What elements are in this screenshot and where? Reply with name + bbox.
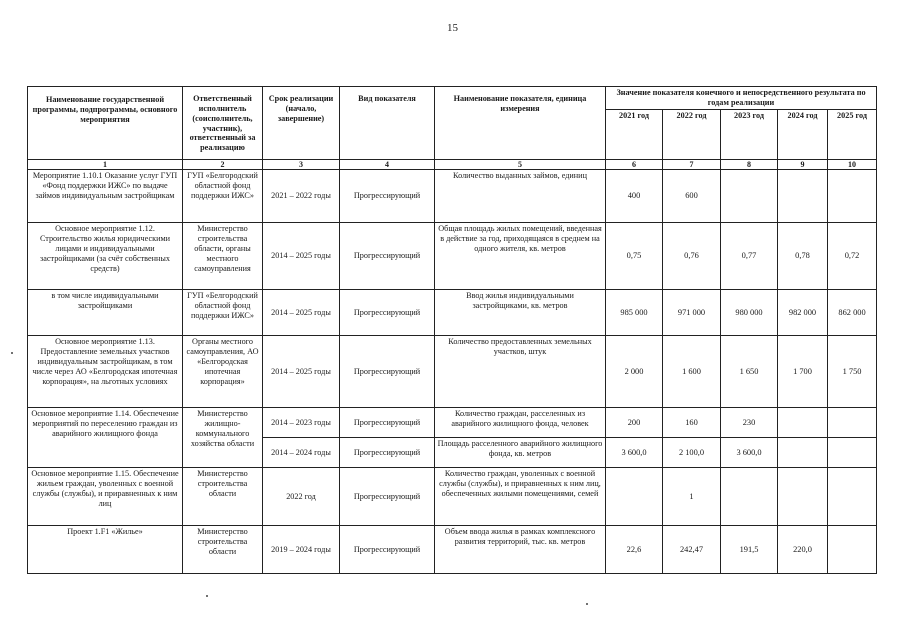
value-2023: 3 600,0 [721, 438, 778, 468]
indicator-cell: Количество граждан, расселенных из аварийного жилищного фонда, человек [435, 408, 606, 438]
value-2024: 220,0 [778, 526, 828, 574]
type-cell: Прогрессирующий [340, 223, 435, 290]
executor-cell: Министерство строительства области [183, 526, 263, 574]
value-2024 [778, 408, 828, 438]
value-2022: 971 000 [663, 290, 721, 336]
value-2021: 3 600,0 [606, 438, 663, 468]
type-cell: Прогрессирующий [340, 336, 435, 408]
indicator-cell: Общая площадь жилых помещений, введенная в действие за год, приходящаяся в среднем на одного жителя, кв. метров [435, 223, 606, 290]
value-2024 [778, 438, 828, 468]
value-2025 [828, 170, 877, 223]
period-cell: 2021 – 2022 годы [263, 170, 340, 223]
indicator-cell: Количество выданных займов, единиц [435, 170, 606, 223]
indicators-table [27, 86, 877, 574]
type-cell: Прогрессирующий [340, 438, 435, 468]
value-2022: 0,76 [663, 223, 721, 290]
header-year-2025: 2025 год [828, 109, 877, 159]
program-cell: Мероприятие 1.10.1 Оказание услуг ГУП «Фонд поддержки ИЖС» по выдаче займов индивидуальным застройщикам [28, 170, 183, 223]
executor-cell: ГУП «Белгородский областной фонд поддержки ИЖС» [183, 290, 263, 336]
type-cell: Прогрессирующий [340, 290, 435, 336]
value-2023: 230 [721, 408, 778, 438]
period-cell: 2019 – 2024 годы [263, 526, 340, 574]
period-cell: 2014 – 2023 годы [263, 408, 340, 438]
header-executor: Ответственный исполнитель (соисполнитель, участник), ответственный за реализацию [183, 87, 263, 160]
value-2024: 0,78 [778, 223, 828, 290]
col-number: 9 [778, 159, 828, 170]
indicator-cell: Ввод жилья индивидуальными застройщиками, кв. метров [435, 290, 606, 336]
program-cell: в том числе индивидуальными застройщиками [28, 290, 183, 336]
table-row [28, 336, 877, 408]
type-cell: Прогрессирующий [340, 408, 435, 438]
col-number: 2 [183, 159, 263, 170]
table-row [28, 468, 877, 526]
value-2021: 985 000 [606, 290, 663, 336]
value-2021 [606, 468, 663, 526]
table-row [28, 223, 877, 290]
table-row [28, 170, 877, 223]
period-cell: 2014 – 2024 годы [263, 438, 340, 468]
value-2021: 2 000 [606, 336, 663, 408]
table-row [28, 526, 877, 574]
type-cell: Прогрессирующий [340, 468, 435, 526]
header-year-2022: 2022 год [663, 109, 721, 159]
value-2025: 1 750 [828, 336, 877, 408]
value-2025 [828, 438, 877, 468]
executor-cell: Министерство жилищно-коммунального хозяйства области [183, 408, 263, 468]
scan-speck [586, 603, 588, 605]
col-number: 10 [828, 159, 877, 170]
value-2023: 1 650 [721, 336, 778, 408]
indicator-cell: Количество граждан, уволенных с военной службы (службы), и приравненных к ним лиц, обеспеченных жилыми помещениями, семей [435, 468, 606, 526]
value-2022: 600 [663, 170, 721, 223]
value-2025 [828, 408, 877, 438]
col-number: 8 [721, 159, 778, 170]
table-row [28, 408, 877, 438]
program-cell: Проект 1.F1 «Жилье» [28, 526, 183, 574]
value-2025: 0,72 [828, 223, 877, 290]
value-2025 [828, 468, 877, 526]
value-2024 [778, 468, 828, 526]
header-period: Срок реализации (начало, завершение) [263, 87, 340, 160]
page-number: 15 [447, 22, 458, 34]
period-cell: 2014 – 2025 годы [263, 336, 340, 408]
value-2022: 1 [663, 468, 721, 526]
value-2023: 191,5 [721, 526, 778, 574]
header-year-2021: 2021 год [606, 109, 663, 159]
value-2023: 0,77 [721, 223, 778, 290]
executor-cell: Министерство строительства области [183, 468, 263, 526]
value-2023 [721, 468, 778, 526]
type-cell: Прогрессирующий [340, 526, 435, 574]
executor-cell: Министерство строительства области, органы местного самоуправления [183, 223, 263, 290]
value-2021: 200 [606, 408, 663, 438]
table-row [28, 290, 877, 336]
period-cell: 2014 – 2025 годы [263, 290, 340, 336]
col-number: 6 [606, 159, 663, 170]
value-2025 [828, 526, 877, 574]
program-cell: Основное мероприятие 1.13. Предоставление земельных участков индивидуальным застройщикам, в том числе через АО «Белгородская ипотечная корпорация», на льготных условиях [28, 336, 183, 408]
indicator-cell: Объем ввода жилья в рамках комплексного развития территорий, тыс. кв. метров [435, 526, 606, 574]
program-cell: Основное мероприятие 1.15. Обеспечение жильем граждан, уволенных с военной службы (службы), и приравненных к ним лиц [28, 468, 183, 526]
header-indicator-name: Наименование показателя, единица измерения [435, 87, 606, 160]
indicator-cell: Площадь расселенного аварийного жилищного фонда, кв. метров [435, 438, 606, 468]
value-2024: 1 700 [778, 336, 828, 408]
indicator-cell: Количество предоставленных земельных участков, штук [435, 336, 606, 408]
scan-speck [206, 595, 208, 597]
value-2023: 980 000 [721, 290, 778, 336]
value-2022: 2 100,0 [663, 438, 721, 468]
value-2022: 1 600 [663, 336, 721, 408]
value-2023 [721, 170, 778, 223]
value-2024: 982 000 [778, 290, 828, 336]
value-2021: 22,6 [606, 526, 663, 574]
scan-speck [11, 352, 13, 354]
period-cell: 2014 – 2025 годы [263, 223, 340, 290]
value-2024 [778, 170, 828, 223]
value-2022: 242,47 [663, 526, 721, 574]
type-cell: Прогрессирующий [340, 170, 435, 223]
col-number: 1 [28, 159, 183, 170]
col-number: 4 [340, 159, 435, 170]
header-program: Наименование государственной программы, подпрограммы, основного мероприятия [28, 87, 183, 160]
header-values-group: Значение показателя конечного и непосредственного результата по годам реализации [606, 87, 877, 110]
col-number: 7 [663, 159, 721, 170]
program-cell: Основное мероприятие 1.12. Строительство жилья юридическими лицами и индивидуальными застройщиками (за счёт собственных средств) [28, 223, 183, 290]
value-2021: 400 [606, 170, 663, 223]
header-year-2024: 2024 год [778, 109, 828, 159]
program-cell: Основное мероприятие 1.14. Обеспечение мероприятий по переселению граждан из аварийного жилищного фонда [28, 408, 183, 468]
header-year-2023: 2023 год [721, 109, 778, 159]
header-indicator-type: Вид показателя [340, 87, 435, 160]
executor-cell: Органы местного самоуправления, АО «Белгородская ипотечная корпорация» [183, 336, 263, 408]
executor-cell: ГУП «Белгородский областной фонд поддержки ИЖС» [183, 170, 263, 223]
period-cell: 2022 год [263, 468, 340, 526]
value-2022: 160 [663, 408, 721, 438]
col-number: 5 [435, 159, 606, 170]
value-2021: 0,75 [606, 223, 663, 290]
col-number: 3 [263, 159, 340, 170]
value-2025: 862 000 [828, 290, 877, 336]
